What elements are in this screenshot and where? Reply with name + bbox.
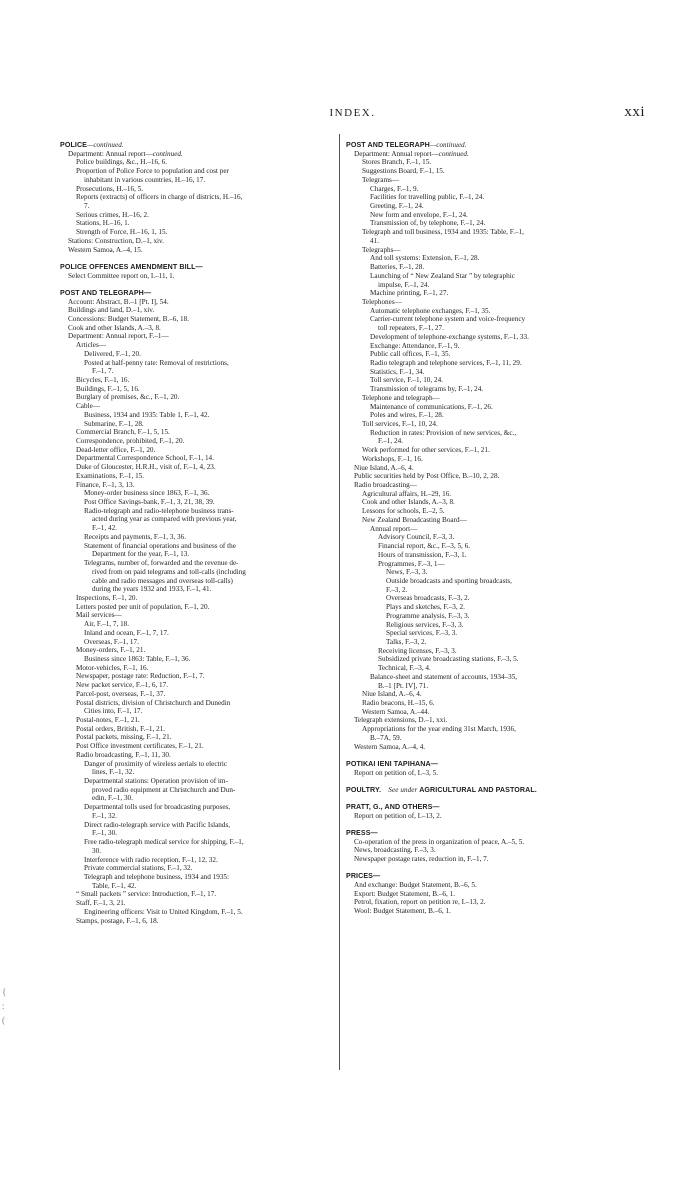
index-entry: Stations, H.–16, 1.	[76, 219, 130, 228]
index-entry: Outside broadcasts and sporting broadcasts,	[386, 576, 512, 585]
index-entry: Money-order business since 1863, F.–1, 36.	[84, 489, 210, 498]
index-entry: Programmes, F.–3, 1—	[378, 559, 445, 568]
index-entry: Engineering officers: Visit to United Kingdom, F.–1, 5.	[84, 907, 243, 916]
index-entry: Departmental stations: Operation provision of im-	[84, 777, 228, 786]
index-entry: Select Committee report on, I.–11, 1.	[68, 271, 175, 280]
index-entry: Radio telegraph and telephone services, F.–1, 11, 29.	[370, 358, 522, 367]
index-entry: Duke of Gloucester, H.R.H., visit of, F.–1, 4, 23.	[76, 463, 216, 472]
index-entry: F.–1, 24.	[378, 437, 403, 446]
index-entry: Launching of “ New Zealand Star ” by telegraphic	[370, 271, 515, 280]
index-entry: Free radio-telegraph medical service for shipping, F.–1,	[84, 838, 244, 847]
index-entry: Cities into, F.–1, 17.	[84, 707, 143, 716]
index-entry: Machine printing, F.–1, 27.	[370, 289, 449, 298]
index-entry: Departmental tolls used for broadcasting purposes,	[84, 803, 231, 812]
index-entry: Export: Budget Statement, B.–6, 1.	[354, 889, 456, 898]
index-entry: Serious crimes, H.–16, 2.	[76, 210, 149, 219]
index-entry: 7.	[84, 202, 90, 211]
index-entry: Articles—	[76, 341, 106, 350]
index-entry: Radio beacons, H.–15, 6.	[362, 699, 435, 707]
index-entry: Correspondence, prohibited, F.–1, 20.	[76, 437, 185, 445]
entry-gap	[346, 794, 648, 803]
index-entry: rived from on paid telegrams and toll-calls (including	[92, 567, 246, 576]
entry-gap	[60, 254, 334, 263]
entry-gap	[60, 280, 334, 289]
index-entry: New packet service, F.–1, 6, 17.	[76, 681, 169, 690]
index-entry: Workshops, F.–1, 16.	[362, 454, 423, 463]
index-entry: Greeting, F.–1, 24.	[370, 202, 424, 211]
index-entry: Western Samoa, A.–4, 4.	[354, 742, 426, 751]
index-entry: edin, F.–1, 30.	[92, 794, 133, 803]
index-entry: Postal districts, division of Christchurch and Dunedin	[76, 698, 231, 707]
index-entry: Danger of proximity of wireless aerials to electric	[84, 759, 228, 768]
index-entry: Telegraph extensions, D.–1, xxi.	[354, 716, 448, 725]
index-entry: Statistics, F.–1, 34.	[370, 367, 425, 376]
index-entry: during the years 1932 and 1933, F.–1, 41.	[92, 585, 212, 594]
index-entry: Letters posted per unit of population, F.–1, 20.	[76, 602, 210, 611]
index-entry: lines, F.–1, 32.	[92, 768, 135, 777]
index-entry: Receiving licenses, F.–3, 3.	[378, 646, 457, 655]
index-heading: POULTRY. See under AGRICULTURAL AND PASTORAL.	[346, 785, 537, 794]
index-entry: Exchange: Attendance, F.–1, 9.	[370, 341, 460, 350]
index-heading: POLICE—continued.	[60, 141, 124, 149]
index-entry: Submarine, F.–1, 28.	[84, 419, 144, 428]
index-entry: Agricultural affairs, H.–29, 16.	[362, 489, 452, 498]
index-heading: POTIKAI IENI TAPIHANA—	[346, 759, 438, 768]
index-entry: Telegrams—	[362, 175, 400, 184]
index-entry: Proportion of Police Force to population and cost per	[76, 167, 229, 176]
index-entry: B.–1 [Pt. IV], 71.	[378, 681, 429, 690]
index-entry: “ Small packets ” service: Introduction, F.–1, 17.	[76, 890, 217, 899]
index-entry: Private commercial stations, F.–1, 32.	[84, 864, 193, 873]
index-entry: Annual report—	[370, 524, 418, 533]
index-entry: And exchange: Budget Statement, B.–6, 5.	[354, 881, 477, 889]
index-entry: Report on petition of, I.–3, 5.	[354, 768, 439, 777]
index-entry: New Zealand Broadcasting Board—	[362, 515, 467, 524]
index-entry: Talks, F.–3, 2.	[386, 637, 427, 646]
index-entry: Cook and other Islands, A.–3, 8.	[68, 323, 161, 332]
index-entry: Department: Annual report, F.–1—	[68, 332, 169, 341]
index-entry: Automatic telephone exchanges, F.–1, 35.	[370, 306, 491, 315]
index-entry: Concessions: Budget Statement, B.–6, 18.	[68, 314, 189, 323]
index-entry: Strength of Force, H.–16, 1, 15.	[76, 228, 168, 237]
index-entry: Work performed for other services, F.–1, 21.	[362, 446, 490, 455]
index-entry: F.–1, 7.	[92, 367, 114, 376]
index-entry: Department for the year, F.–1, 13.	[92, 550, 190, 559]
index-entry: Business since 1863: Table, F.–1, 36.	[84, 654, 191, 663]
index-entry: Radio broadcasting, F.–1, 11, 30.	[76, 750, 171, 759]
entry-gap	[346, 820, 648, 829]
index-entry: F.–1, 42.	[92, 524, 117, 533]
entry-gap	[346, 751, 648, 760]
index-entry: Examinations, F.–1, 15.	[76, 471, 145, 480]
index-entry: Maintenance of communications, F.–1, 26.	[370, 402, 493, 411]
index-entry: New form and envelope, F.–1, 24.	[370, 210, 468, 219]
index-entry: Radio-telegraph and radio-telephone business trans-	[84, 506, 234, 515]
index-entry: Business, 1934 and 1935: Table 1, F.–1, 42.	[84, 410, 210, 419]
index-entry: Receipts and payments, F.–1, 3, 36.	[84, 532, 187, 541]
index-entry: Finance, F.–1, 3, 13.	[76, 480, 135, 489]
index-entry: Postal-notes, F.–1, 21.	[76, 716, 140, 724]
index-heading: PRICES—	[346, 872, 381, 881]
index-entry: Burglary of premises, &c., F.–1, 20.	[76, 393, 180, 402]
index-entry: Department: Annual report—continued.	[354, 149, 469, 158]
index-entry: Financial report, &c., F.–3, 5, 6.	[378, 542, 471, 551]
index-entry: Report on petition of, I.–13, 2.	[354, 811, 442, 820]
index-heading: PRESS—	[346, 828, 378, 837]
index-entry: Telegraph and toll business, 1934 and 1935: Table, F.–1,	[362, 228, 524, 237]
index-entry: Telephones—	[362, 297, 402, 306]
index-entry: Buildings and land, D.–1, xiv.	[68, 306, 155, 315]
index-entry: toll repeaters, F.–1, 27.	[378, 324, 444, 333]
index-entry: Western Samoa, A.–4, 15.	[68, 245, 143, 254]
margin-marks: { : (	[2, 987, 7, 1025]
index-entry: Charges, F.–1, 9.	[370, 184, 419, 193]
index-heading: PRATT, G., AND OTHERS—	[346, 802, 440, 811]
index-entry: Post Office Savings-bank, F.–1, 3, 21, 38, 39.	[84, 498, 215, 507]
index-entry: Newspaper postage rates, reduction in, F.–1, 7.	[354, 855, 489, 864]
index-entry: Toll services, F.–1, 10, 24.	[362, 420, 438, 428]
index-entry: Lessons for schools, E.–2, 5.	[362, 507, 445, 516]
index-entry: B.–7A, 59.	[370, 733, 402, 742]
index-entry: Hours of transmission, F.–3, 1.	[378, 550, 467, 559]
index-entry: Transmission of telegrams by, F.–1, 24.	[370, 385, 484, 394]
index-entry: Plays and sketches, F.–3, 2.	[386, 603, 465, 612]
index-entry: Table, F.–1, 42.	[92, 881, 137, 890]
index-entry: Police buildings, &c., H.–16, 6.	[76, 158, 168, 167]
index-entry: Commercial Branch, F.–1, 5, 15.	[76, 428, 170, 437]
index-entry: Money-orders, F.–1, 21.	[76, 646, 146, 655]
index-entry: Technical, F.–3, 4.	[378, 664, 431, 673]
index-entry: Interference with radio reception, F.–1, 12, 32.	[84, 855, 218, 864]
index-entry: Account: Abstract, B.–1 [Pt. I], 54.	[68, 297, 169, 306]
index-entry: Advisory Council, F.–3, 3.	[378, 533, 455, 542]
index-entry: Telephone and telegraph—	[362, 393, 440, 402]
index-entry: Bicycles, F.–1, 16.	[76, 375, 130, 384]
index-entry: Public call offices, F.–1, 35.	[370, 350, 451, 359]
index-entry: Staff, F.–1, 3, 21.	[76, 899, 126, 908]
index-entry: Motor-vehicles, F.–1, 16.	[76, 663, 149, 672]
index-entry: And toll systems: Extension, F.–1, 28.	[370, 254, 480, 263]
index-entry: Delivered, F.–1, 20.	[84, 349, 141, 358]
index-entry: Newspaper, postage rate: Reduction, F.–1, 7.	[76, 672, 205, 681]
index-entry: Cable—	[76, 402, 100, 411]
index-entry: Facilities for travelling public, F.–1, 24.	[370, 193, 485, 202]
index-entry: Toll service, F.–1, 10, 24.	[370, 376, 443, 385]
page-number: xxi	[624, 104, 645, 120]
index-entry: Buildings, F.–1, 5, 16.	[76, 384, 140, 393]
index-entry: Batteries, F.–1, 28.	[370, 263, 425, 272]
index-entry: News, F.–3, 3.	[386, 568, 428, 577]
index-entry: 30.	[92, 846, 101, 855]
index-entry: News, broadcasting, F.–3, 3.	[354, 846, 436, 855]
index-entry: Prosecutions, H.–16, 5.	[76, 184, 144, 193]
index-entry: impulse, F.–1, 24.	[378, 280, 430, 289]
index-entry: F.–1, 30.	[92, 829, 117, 838]
index-entry: Petrol, fixation, report on petition re, I.–13, 2.	[354, 898, 486, 907]
index-entry: Niue Island, A.–6, 4.	[362, 690, 422, 699]
index-entry: Suggestions Board, F.–1, 15.	[362, 167, 445, 176]
index-entry: Posted at half-penny rate: Removal of restrictions,	[84, 358, 229, 367]
index-entry: Stations: Construction, D.–1, xiv.	[68, 236, 164, 245]
index-entry: Programme analysis, F.–3, 3.	[386, 611, 470, 620]
page-title: INDEX.	[329, 107, 376, 119]
index-entry: Wool: Budget Statement, B.–6, 1.	[354, 907, 451, 916]
index-entry: Subsidized private broadcasting stations, F.–3, 5.	[378, 655, 519, 664]
index-entry: Telegraphs—	[362, 245, 401, 254]
index-entry: Balance-sheet and statement of accounts, 1934–35,	[370, 672, 518, 681]
index-entry: Post Office investment certificates, F.–1, 21.	[76, 742, 204, 751]
index-heading: POST AND TELEGRAPH—continued.	[346, 141, 467, 149]
index-entry: Niue Island, A.–6, 4.	[354, 463, 414, 472]
index-entry: 41.	[370, 236, 379, 245]
index-entry: Carrier-current telephone system and voice-frequency	[370, 315, 526, 324]
index-entry: proved radio equipment at Christchurch and Dun-	[92, 785, 236, 794]
index-entry: Inspections, F.–1, 20.	[76, 593, 138, 602]
index-entry: F.–1, 32.	[92, 811, 117, 820]
index-entry: Inland and ocean, F.–1, 7, 17.	[84, 628, 169, 637]
index-entry: Public securities held by Post Office, B.–10, 2, 28.	[354, 472, 500, 481]
index-entry: Telegrams, number of, forwarded and the revenue de-	[84, 559, 239, 568]
index-entry: Parcel-post, overseas, F.–1, 37.	[76, 689, 166, 698]
index-entry: Stamps, postage, F.–1, 6, 18.	[76, 916, 159, 925]
index-entry: Overseas, F.–1, 17.	[84, 637, 139, 646]
index-entry: Cook and other Islands, A.–3, 8.	[362, 498, 455, 507]
index-entry: Air, F.–1, 7, 18.	[84, 620, 130, 629]
index-entry: Development of telephone-exchange systems, F.–1, 33.	[370, 332, 529, 341]
index-entry: Mail services—	[76, 611, 122, 620]
index-entry: acted during year as compared with previous year,	[92, 515, 237, 524]
column-divider	[339, 134, 340, 1070]
index-entry: Dead-letter office, F.–1, 20.	[76, 445, 156, 454]
index-entry: Religious services, F.–3, 3.	[386, 620, 464, 629]
entry-gap	[346, 864, 648, 873]
index-entry: F.–3, 2.	[386, 585, 408, 594]
index-column-left	[60, 141, 334, 925]
index-entry: Poles and wires, F.–1, 28.	[370, 411, 444, 420]
index-entry: cable and radio messages and overseas toll-calls)	[92, 576, 233, 585]
index-entry: Departmental Correspondence School, F.–1, 14.	[76, 454, 214, 463]
index-entry: Reports (extracts) of officers in charge of districts, H.–16,	[76, 193, 243, 202]
index-entry: Overseas broadcasts, F.–3, 2.	[386, 594, 470, 603]
index-entry: Postal packets, missing, F.–1, 21.	[76, 733, 172, 742]
index-entry: Reduction in rates: Provision of new services, &c.,	[370, 428, 517, 437]
entry-gap	[346, 777, 648, 786]
index-entry: Stores Branch, F.–1, 15.	[362, 158, 432, 167]
index-entry: Postal orders, British, F.–1, 21.	[76, 724, 166, 733]
page-header	[60, 104, 645, 124]
index-entry: inhabitant in various countries, H.–16, 17.	[84, 175, 206, 184]
index-heading: POST AND TELEGRAPH—	[60, 288, 152, 297]
index-entry: Telegraph and telephone business, 1934 and 1935:	[84, 872, 230, 881]
index-entry: Western Samoa, A.–44.	[362, 707, 430, 716]
index-column-right	[346, 141, 648, 916]
index-entry: Co-operation of the press in organization of peace, A.–5, 5.	[354, 837, 525, 846]
index-heading: POLICE OFFENCES AMENDMENT BILL—	[60, 262, 203, 271]
index-entry: Transmission of, by telephone, F.–1, 24.	[370, 219, 486, 228]
index-entry: Radio broadcasting—	[354, 481, 417, 490]
index-entry: Direct radio-telegraph service with Pacific Islands,	[84, 820, 231, 829]
index-entry: Appropriations for the year ending 31st March, 1936,	[362, 725, 516, 734]
index-entry: Special services, F.–3, 3.	[386, 629, 458, 638]
index-entry: Statement of financial operations and business of the	[84, 541, 236, 550]
index-entry: Department: Annual report—continued.	[68, 149, 183, 158]
